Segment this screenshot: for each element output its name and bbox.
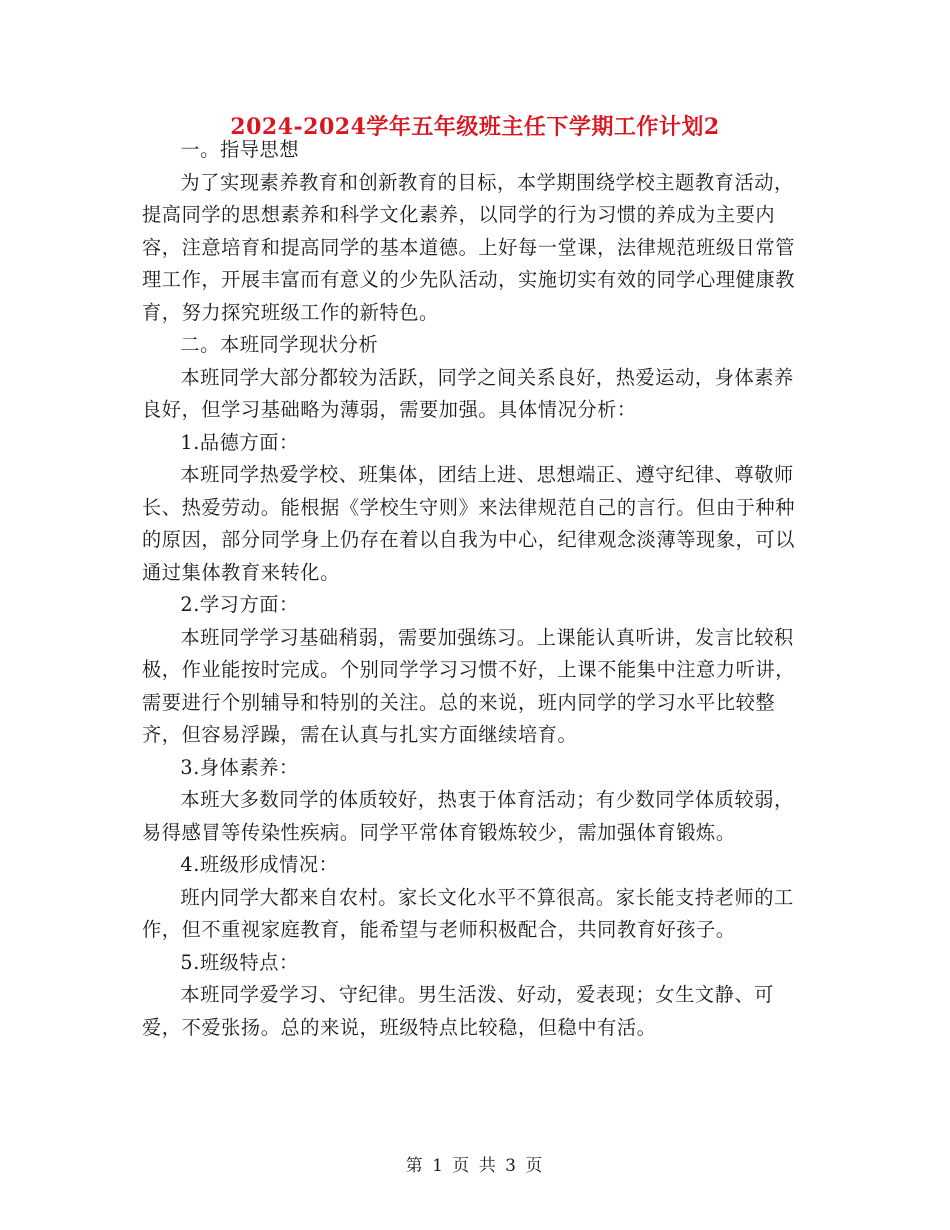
paragraph: 本班同学学习基础稍弱，需要加强练习。上课能认真听讲，发言比较积极，作业能按时完成。个别同学学习习惯不好，上课不能集中注意力听讲，需要进行个别辅导和特别的关注。总的来说，班内同学的学习水平比较整齐，但容易浮躁，需在认真与扎实方面继续培育。	[142, 625, 795, 746]
paragraph: 本班大多数同学的体质较好，热衷于体育活动；有少数同学体质较弱，易得感冒等传染性疾病。同学平常体育锻炼较少，需加强体育锻炼。	[142, 788, 794, 844]
paragraph: 本班同学热爱学校、班集体，团结上进、思想端正、遵守纪律、尊敬师长、热爱劳动。能根据《学校生守则》来法律规范自己的言行。但由于种种的原因，部分同学身上仍存在着以自我为中心，纪律观念淡薄等现象，可以通过集体教育来转化。	[142, 463, 795, 584]
paragraph: 班内同学大都来自农村。家长文化水平不算很高。家长能支持老师的工作，但不重视家庭教育，能希望与老师积极配合，共同教育好孩子。	[142, 885, 794, 941]
subsection-heading: 3.身体素养：	[180, 755, 299, 779]
paragraph: 本班同学爱学习、守纪律。男生活泼、好动，爱表现；女生文静、可爱，不爱张扬。总的来说，班级特点比较稳，但稳中有活。	[142, 983, 775, 1039]
section-heading: 一。指导思想	[180, 138, 300, 161]
subsection-heading: 2.学习方面：	[180, 593, 299, 616]
subsection-heading: 1.品德方面：	[180, 430, 299, 454]
paragraph: 本班同学大部分都较为活跃，同学之间关系良好，热爱运动，身体素养良好，但学习基础略为薄弱，需要加强。具体情况分析：	[142, 365, 794, 421]
paragraph: 为了实现素养教育和创新教育的目标，本学期围绕学校主题教育活动，提高同学的思想素养和科学文化素养，以同学的行为习惯的养成为主要内容，注意培育和提高同学的基本道德。上好每一堂课，法律规范班级日常管理工作，开展丰富而有意义的少先队活动，实施切实有效的同学心理健康教育，努力探究班级工作的新特色。	[142, 170, 795, 324]
page-footer: 第 1 页 共 3 页	[405, 1156, 545, 1176]
document-body	[142, 134, 810, 1044]
document-title: 2024-2024学年五年级班主任下学期工作计划2	[230, 114, 720, 140]
subsection-heading: 4.班级形成情况：	[180, 853, 339, 876]
section-heading: 二。本班同学现状分析	[180, 333, 379, 356]
subsection-heading: 5.班级特点：	[180, 950, 299, 974]
